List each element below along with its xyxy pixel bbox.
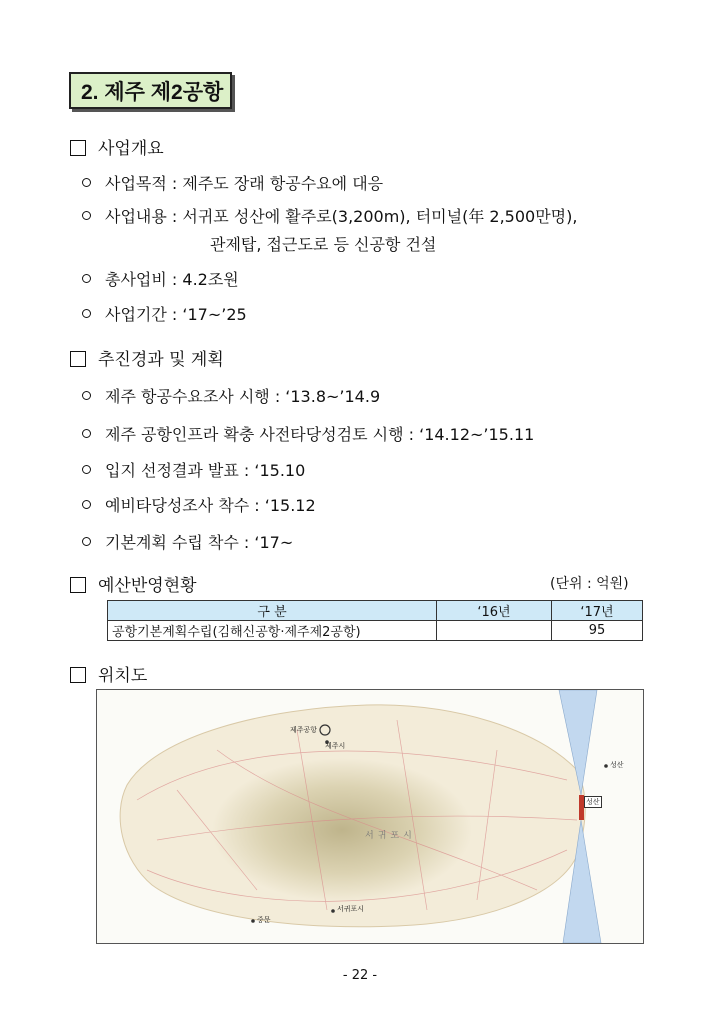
checkbox-square-icon (70, 577, 86, 593)
row-value-2016 (437, 621, 552, 641)
location-heading-row (70, 661, 147, 686)
header-2017: ‘17년 (552, 601, 643, 621)
map-label-airport: 제주공항 (290, 726, 318, 734)
circle-bullet-icon (82, 274, 91, 283)
overview-item (82, 204, 577, 227)
progress-item (82, 384, 380, 407)
map-label-jungmun: 중문 (257, 916, 271, 924)
map-label-seongsan: 성산 (610, 761, 624, 769)
budget-heading: 예산반영현황 (98, 576, 197, 596)
progress-item-text: 입지 선정결과 발표 : ‘15.10 (105, 461, 306, 480)
table-row (108, 621, 643, 641)
circle-bullet-icon (82, 537, 91, 546)
overview-item-text: 사업내용 : 서귀포 성산에 활주로(3,200m), 터미널(年 2,500만명), (105, 207, 578, 226)
map-label-seogwipo-center: 서귀포시 (365, 831, 416, 841)
page-number: - 22 - (342, 968, 378, 983)
budget-heading-row (70, 571, 197, 596)
header-2016: ‘16년 (437, 601, 552, 621)
progress-item-text: 제주 공항인프라 확충 사전타당성검토 시행 : ‘14.12~’15.11 (105, 425, 535, 444)
overview-item (82, 267, 239, 290)
progress-item-text: 기본계획 수립 착수 : ‘17~ (105, 533, 294, 552)
city-dot-seongsan (604, 764, 608, 768)
section-title: 2. 제주 제2공항 (69, 72, 232, 109)
circle-bullet-icon (82, 465, 91, 474)
progress-item (82, 493, 316, 516)
overview-heading: 사업개요 (98, 139, 164, 159)
city-dot-jungmun (251, 919, 255, 923)
overview-item-text: 사업목적 : 제주도 장래 항공수요에 대응 (105, 174, 384, 193)
progress-item-text: 제주 항공수요조사 시행 : ‘13.8~’14.9 (105, 387, 381, 406)
circle-bullet-icon (82, 391, 91, 400)
progress-heading-row (70, 345, 224, 370)
row-value-2017: 95 (552, 621, 643, 641)
row-label: 공항기본계획수립(김해신공항·제주제2공항) (108, 621, 437, 641)
budget-unit: (단위 : 억원) (550, 576, 629, 592)
checkbox-square-icon (70, 667, 86, 683)
progress-item (82, 530, 293, 553)
circle-bullet-icon (82, 429, 91, 438)
city-dot-seogwipo (331, 909, 335, 913)
circle-bullet-icon (82, 178, 91, 187)
location-heading: 위치도 (98, 666, 148, 686)
header-category: 구 분 (108, 601, 437, 621)
overview-item (82, 302, 247, 325)
overview-item-text: 사업기간 : ‘17~’25 (105, 305, 247, 324)
map-label-seogwipo-city: 서귀포시 (337, 905, 365, 913)
checkbox-square-icon (70, 351, 86, 367)
overview-heading-row (70, 134, 164, 159)
progress-item (82, 422, 534, 445)
overview-item-text: 총사업비 : 4.2조원 (105, 270, 239, 289)
circle-bullet-icon (82, 500, 91, 509)
progress-heading: 추진경과 및 계획 (98, 350, 224, 370)
table-header-row (108, 601, 643, 621)
jeju-island-map (97, 690, 643, 943)
map-label-site: 성산 (586, 798, 600, 806)
hallasan-area (212, 758, 472, 902)
checkbox-square-icon (70, 140, 86, 156)
overview-item-continuation: 관제탑, 접근도로 등 신공항 건설 (210, 235, 437, 254)
overview-item (82, 171, 383, 194)
location-map (96, 689, 644, 944)
budget-table (107, 600, 643, 641)
progress-item-text: 예비타당성조사 착수 : ‘15.12 (105, 496, 316, 515)
circle-bullet-icon (82, 211, 91, 220)
progress-item (82, 458, 305, 481)
map-label-jeju-city: 제주시 (325, 742, 346, 750)
circle-bullet-icon (82, 309, 91, 318)
